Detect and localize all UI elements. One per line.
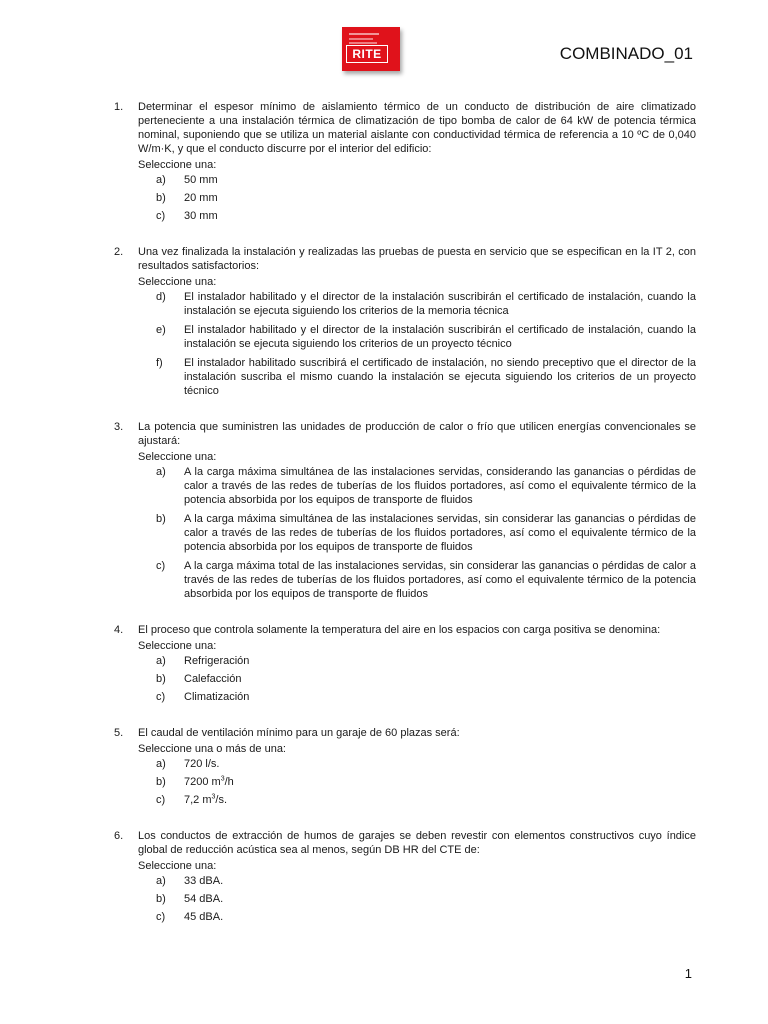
option[interactable] [156, 910, 696, 924]
option-letter: f) [156, 357, 163, 369]
question-text: La potencia que suministren las unidades de producción de calor o frío que utilicen energías convencionales se ajustará: [138, 421, 696, 447]
question-number: 2. [114, 246, 124, 258]
option-letter: b) [156, 893, 166, 905]
question-number: 5. [114, 727, 124, 739]
select-instruction: Seleccione una: [138, 860, 217, 872]
option[interactable] [156, 672, 696, 686]
option[interactable] [156, 757, 696, 771]
question-5 [114, 726, 696, 807]
option[interactable] [156, 356, 696, 398]
option-text: 7,2 m [184, 794, 212, 806]
question-number: 3. [114, 421, 124, 433]
option-text: 33 dBA. [184, 875, 224, 887]
option-text: A la carga máxima simultánea de las instalaciones servidas, considerando las ganancias o pérdidas de calor a través de las redes de tuberías de los fluidos portadores, así como el equivalente térmico de la potencia absorbida por los equipos de transporte de fluidos [184, 466, 696, 506]
option[interactable] [156, 465, 696, 507]
option[interactable] [156, 290, 696, 318]
option[interactable] [156, 512, 696, 554]
document-code: COMBINADO_01 [559, 44, 693, 63]
question-text: El caudal de ventilación mínimo para un garaje de 60 plazas será: [138, 727, 460, 739]
option-text: El instalador habilitado y el director de la instalación suscribirán el certificado de instalación, cuando la instalación se ejecuta siguiendo los criterios de un proyecto técnico [184, 324, 696, 350]
select-instruction: Seleccione una o más de una: [138, 743, 286, 755]
option-text-suffix: /s. [215, 794, 228, 806]
select-instruction: Seleccione una: [138, 451, 217, 463]
question-6 [114, 829, 696, 924]
select-instruction: Seleccione una: [138, 640, 217, 652]
question-4 [114, 623, 696, 704]
option[interactable] [156, 323, 696, 351]
select-instruction: Seleccione una: [138, 276, 217, 288]
option[interactable] [156, 793, 696, 807]
option[interactable] [156, 775, 696, 789]
select-instruction: Seleccione una: [138, 159, 217, 171]
option-text: Refrigeración [184, 655, 250, 667]
question-1 [114, 100, 696, 223]
question-3 [114, 420, 696, 601]
option-letter: b) [156, 673, 166, 685]
option-text: El instalador habilitado y el director de la instalación suscribirán el certificado de instalación, cuando la instalación se ejecuta siguiendo los criterios de la memoria técnica [184, 291, 696, 317]
option-text: Climatización [184, 691, 250, 703]
option[interactable] [156, 690, 696, 704]
option-text: 30 mm [184, 210, 218, 222]
option[interactable] [156, 209, 696, 223]
option-letter: e) [156, 324, 166, 336]
option-letter: b) [156, 776, 166, 788]
option-text: El instalador habilitado suscribirá el certificado de instalación, no siendo preceptivo que el director de la instalación suscriba el mismo cuando la instalación se ejecuta siguiendo los criterios de un proyecto técnico [184, 357, 696, 397]
option-text: 7200 m [184, 776, 221, 788]
option-text: 20 mm [184, 192, 218, 204]
option[interactable] [156, 654, 696, 668]
option-text: 45 dBA. [184, 911, 224, 923]
option-letter: a) [156, 758, 166, 770]
logo-text: RITE [346, 45, 388, 63]
option[interactable] [156, 874, 696, 888]
question-text: Determinar el espesor mínimo de aislamiento térmico de un conducto de distribución de aire climatizado perteneciente a una instalación térmica de climatización de tipo bomba de calor de 64 kW de potencia térmica nominal, suponiendo que se utiliza un material aislante con conductividad térmica de referencia a 10 ºC de 0,040 W/m·K, y que el conducto discurre por el interior del edificio: [138, 101, 696, 155]
superscript: 3 [211, 793, 216, 801]
option-text: Calefacción [184, 673, 242, 685]
option[interactable] [156, 173, 696, 187]
option-letter: c) [156, 210, 166, 222]
option-letter: b) [156, 192, 166, 204]
question-2 [114, 245, 696, 398]
option[interactable] [156, 559, 696, 601]
rite-logo [342, 27, 400, 71]
option-letter: c) [156, 560, 166, 572]
questions-list [114, 100, 696, 928]
option-letter: a) [156, 875, 166, 887]
option-letter: c) [156, 794, 166, 806]
question-number: 1. [114, 101, 124, 113]
question-text: Los conductos de extracción de humos de garajes se deben revestir con elementos constructivos cuyo índice global de reducción acústica sea al menos, según DB HR del CTE de: [138, 830, 696, 856]
option-text-suffix: /h [224, 776, 234, 788]
question-text: El proceso que controla solamente la temperatura del aire en los espacios con carga positiva se denomina: [138, 624, 661, 636]
option-letter: a) [156, 655, 166, 667]
option-text: 720 l/s. [184, 758, 220, 770]
option-text: 54 dBA. [184, 893, 224, 905]
superscript: 3 [220, 775, 225, 783]
option-letter: a) [156, 466, 166, 478]
option-letter: c) [156, 911, 166, 923]
option-text: A la carga máxima total de las instalaciones servidas, sin considerar las ganancias o pérdidas de calor a través de las redes de tuberías de los fluidos portadores, así como el equivalente térmico de la potencia absorbida por los equipos de transporte de fluidos [184, 560, 696, 600]
option-letter: b) [156, 513, 166, 525]
option-text: A la carga máxima simultánea de las instalaciones servidas, sin considerar las ganancias o pérdidas de calor a través de las redes de tuberías de los fluidos portadores, así como el equivalente térmico de la potencia absorbida por los equipos de transporte de fluidos [184, 513, 696, 553]
option-letter: d) [156, 291, 166, 303]
option-text: 50 mm [184, 174, 218, 186]
option-letter: c) [156, 691, 166, 703]
option[interactable] [156, 191, 696, 205]
option-letter: a) [156, 174, 166, 186]
question-text: Una vez finalizada la instalación y realizadas las pruebas de puesta en servicio que se especifican en la IT 2, con resultados satisfactorios: [138, 246, 696, 272]
question-number: 6. [114, 830, 124, 842]
question-number: 4. [114, 624, 124, 636]
page-number: 1 [684, 966, 692, 981]
option[interactable] [156, 892, 696, 906]
